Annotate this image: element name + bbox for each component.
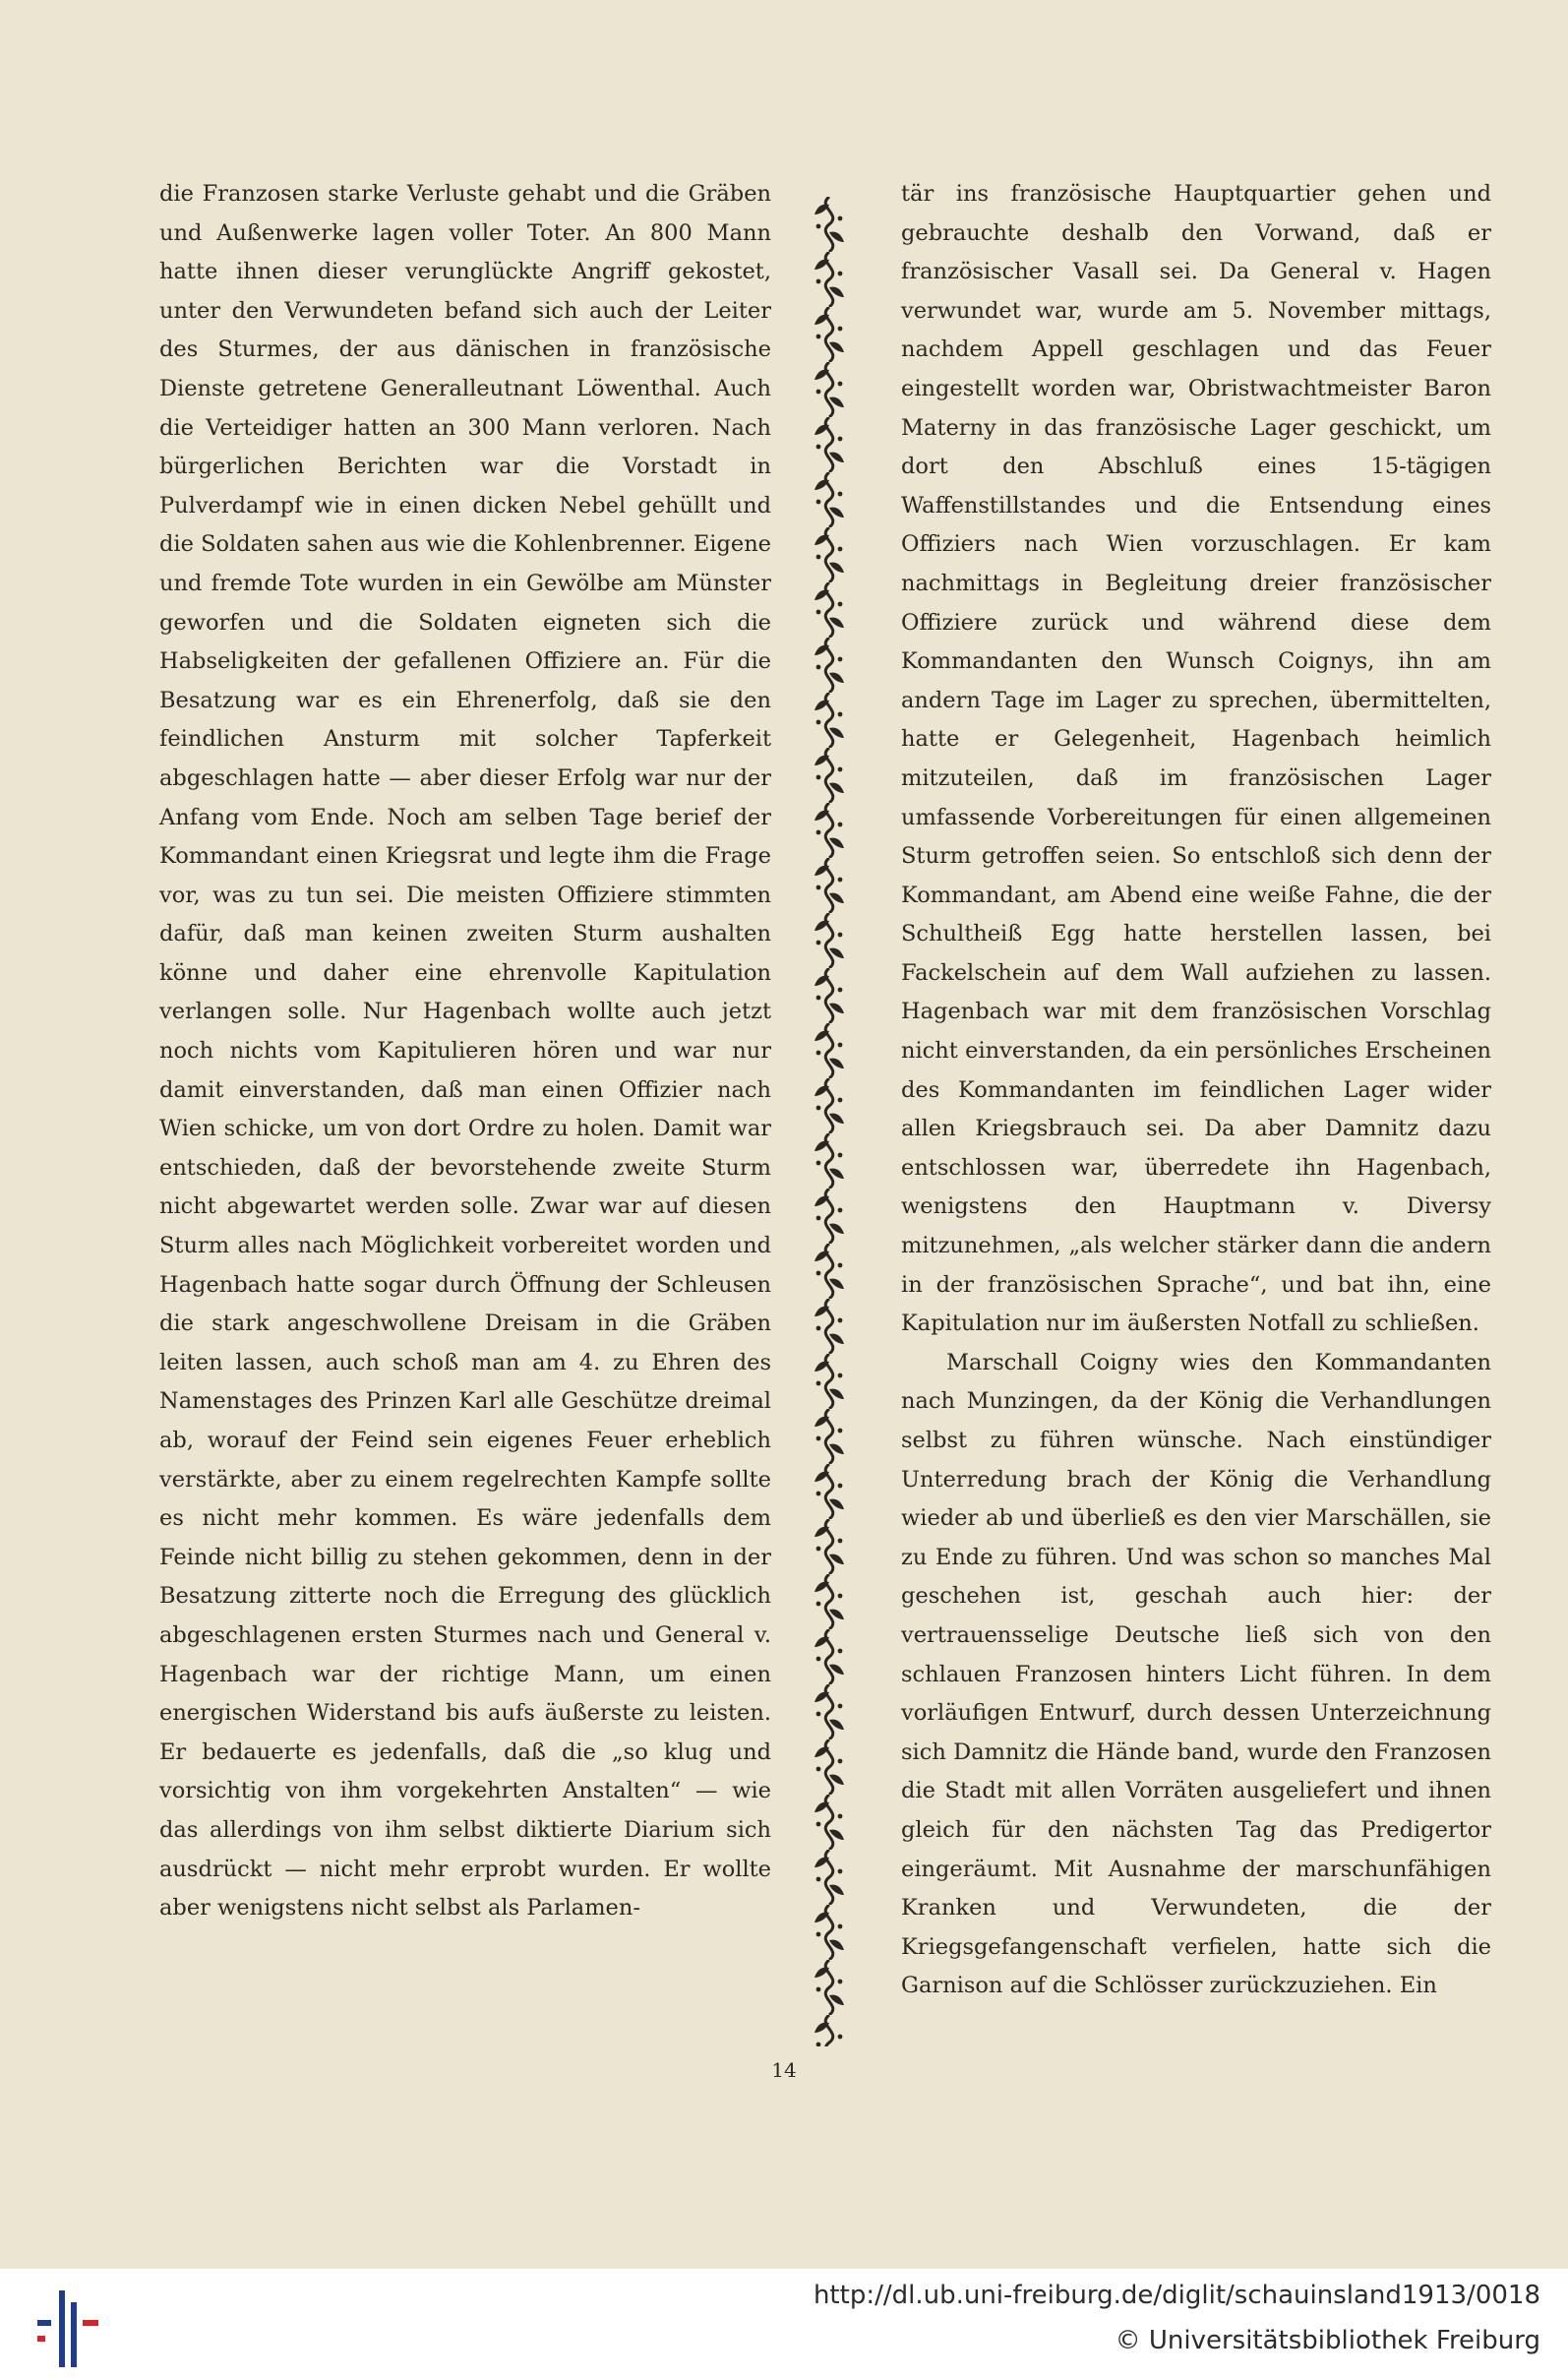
page-number: 14 <box>771 2058 797 2082</box>
paragraph: tär ins französische Hauptquartier gehen und gebrauchte deshalb den Vorwand, daß er französischer Vasall sei. Da General v. Hagen verwundet war, wurde am 5. November mittags, nachdem Appell geschlagen und das Feuer eingestellt worden war, Obristwachtmeister Baron Materny in das französische Lager geschickt, um dort den Abschluß eines 15-tägigen Waffenstillstandes und die Entsendung eines Offiziers nach Wien vorzuschlagen. Er kam nachmittags in Begleitung dreier französischer Offiziere zurück und während diese dem Kommandanten den Wunsch Coignys, ihn am andern Tage im Lager zu sprechen, übermittelten, hatte er Gelegenheit, Hagenbach heimlich mitzuteilen, daß im französischen Lager umfassende Vorbereitungen für einen allgemeinen Sturm getroffen seien. So entschloß sich denn der Kommandant, am Abend eine weiße Fahne, die der Schultheiß Egg hatte herstellen lassen, bei Fackelschein auf dem Wall aufziehen zu lassen. Hagenbach war mit dem französischen Vorschlag nicht einverstanden, da ein persönliches Erscheinen des Kommandanten im feindlichen Lager wider allen Kriegsbrauch sei. Da aber Damnitz dazu entschlossen war, überredete ihn Hagenbach, wenigstens den Hauptmann v. Diversy mitzunehmen, „als welcher stärker dann die andern in der französischen Sprache“, und bat ihn, eine Kapitulation nur im äußersten Notfall zu schließen. <box>901 181 1491 1337</box>
text-column-left <box>159 175 771 1928</box>
text-column-right <box>901 175 1491 2006</box>
vine-ornament <box>809 197 850 2046</box>
source-url-link[interactable]: http://dl.ub.uni-freiburg.de/diglit/schauinsland1913/0018 <box>813 2281 1540 2310</box>
paragraph: die Franzosen starke Verluste gehabt und die Gräben und Außenwerke lagen voller Toter. An 800 Mann hatte ihnen dieser verunglückte Angriff gekostet, unter den Verwundeten befand sich auch der Leiter des Sturmes, der aus dänischen in französische Dienste getretene Generalleutnant Löwenthal. Auch die Verteidiger hatten an 300 Mann verloren. Nach bürgerlichen Berichten war die Vorstadt in Pulverdampf wie in einen dicken Nebel gehüllt und die Soldaten sahen aus wie die Kohlenbrenner. Eigene und fremde Tote wurden in ein Gewölbe am Münster geworfen und die Soldaten eigneten sich die Habseligkeiten der gefallenen Offiziere an. Für die Besatzung war es ein Ehrenerfolg, daß sie den feindlichen Ansturm mit solcher Tapferkeit abgeschlagen hatte — aber dieser Erfolg war nur der Anfang vom Ende. Noch am selben Tage berief der Kommandant einen Kriegsrat und legte ihm die Frage vor, was zu tun sei. Die meisten Offiziere stimmten dafür, daß man keinen zweiten Sturm aushalten könne und daher eine ehrenvolle Kapitulation verlangen solle. Nur Hagenbach wollte auch jetzt noch nichts vom Kapitulieren hören und war nur damit einverstanden, daß man einen Offizier nach Wien schicke, um von dort Ordre zu holen. Damit war entschieden, daß der bevorstehende zweite Sturm nicht abgewartet werden solle. Zwar war auf diesen Sturm alles nach Möglichkeit vorbereitet worden und Hagenbach hatte sogar durch Öffnung der Schleusen die stark angeschwollene Dreisam in die Gräben leiten lassen, auch schoß man am 4. zu Ehren des Namenstages des Prinzen Karl alle Geschütze dreimal ab, worauf der Feind sein eigenes Feuer erheblich verstärkte, aber zu einem regelrechten Kampfe sollte es nicht mehr kommen. Es wäre jedenfalls dem Feinde nicht billig zu stehen gekommen, denn in der Besatzung zitterte noch die Erregung des glücklich abgeschlagenen ersten Sturmes nach und General v. Hagenbach war der richtige Mann, um einen energischen Widerstand bis aufs äußerste zu leisten. Er bedauerte es jedenfalls, daß die „so klug und vorsichtig von ihm vorgekehrten Anstalten“ — wie das allerdings von ihm selbst diktierte Diarium sich ausdrückt — nicht mehr erprobt wurden. Er wollte aber wenigstens nicht selbst als Parlamen- <box>159 181 771 1922</box>
library-logo-icon <box>37 2281 98 2367</box>
copyright-notice: © Universitätsbibliothek Freiburg <box>1115 2326 1540 2355</box>
paragraph: Marschall Coigny wies den Kommandanten nach Munzingen, da der König die Verhandlungen selbst zu führen wünsche. Nach einstündiger Unterredung brach der König die Verhandlung wieder ab und überließ es den vier Marschällen, sie zu Ende zu führen. Und was schon so manches Mal geschehen ist, geschah auch hier: der vertrauensselige Deutsche ließ sich von den schlauen Franzosen hinters Licht führen. In dem vorläufigen Entwurf, durch dessen Unterzeichnung sich Damnitz die Hände band, wurde den Franzosen die Stadt mit allen Vorräten ausgeliefert und ihnen gleich für den nächsten Tag das Predigertor eingeräumt. Mit Ausnahme der marschunfähigen Kranken und Verwundeten, die der Kriegsgefangenschaft verfielen, hatte sich die Garnison auf die Schlösser zurückzuziehen. Ein <box>901 1349 1491 1999</box>
